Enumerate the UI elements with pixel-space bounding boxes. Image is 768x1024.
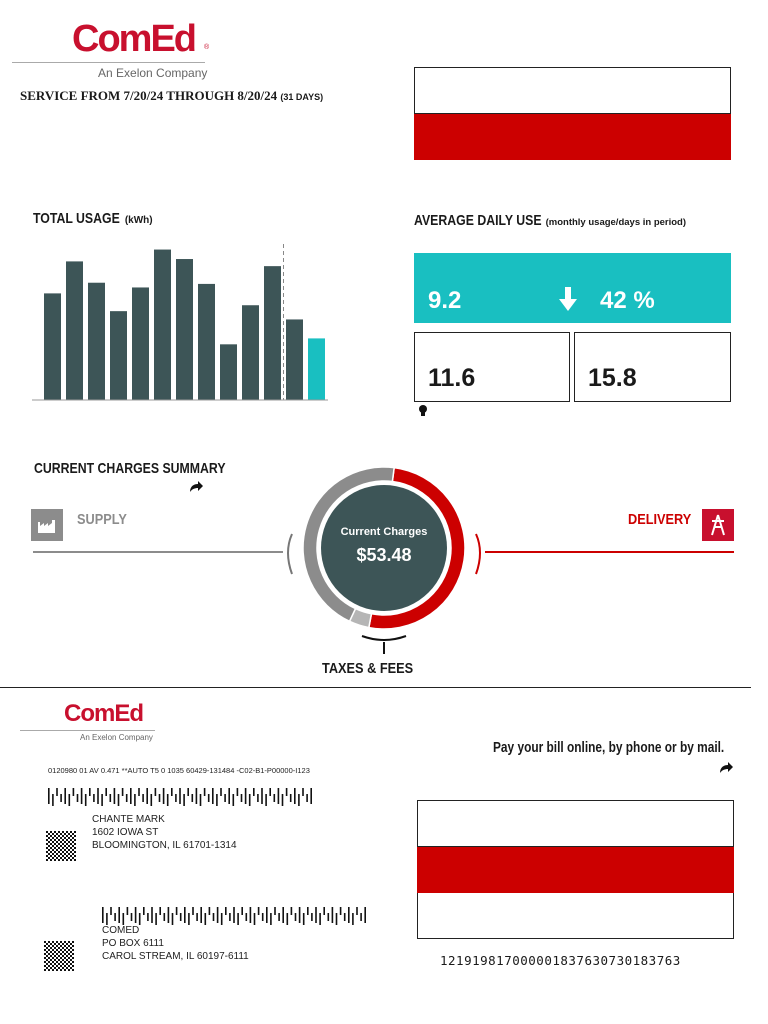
- usage-bars: [44, 250, 325, 400]
- service-period-text: SERVICE FROM 7/20/24 THROUGH 8/20/24: [20, 88, 278, 103]
- usage-bar: [154, 250, 171, 400]
- supply-line: [33, 551, 283, 553]
- taxes-fees-label: TAXES & FEES: [322, 660, 414, 677]
- power-tower-icon: [702, 509, 734, 541]
- stub-amount-due-band: [417, 847, 734, 893]
- charges-title: CURRENT CHARGES SUMMARY: [34, 460, 226, 477]
- delivery-line: [485, 551, 734, 553]
- service-period: [20, 88, 323, 104]
- logo-tagline: An Exelon Company: [98, 66, 208, 80]
- stub-logo-rule: [20, 730, 155, 731]
- service-days: (31 DAYS): [280, 92, 324, 102]
- usage-bar: [110, 311, 127, 400]
- usage-bar: [286, 319, 303, 400]
- usage-bar: [220, 344, 237, 400]
- usage-bar: [88, 283, 105, 400]
- current-charges-label: Current Charges: [340, 526, 428, 538]
- usage-bar: [66, 261, 83, 400]
- comed-logo: ComEd: [72, 18, 195, 60]
- logo-registered-mark: ®: [204, 44, 210, 51]
- postal-barcode-1: [48, 786, 318, 806]
- current-avg-value: 9.2: [428, 287, 462, 314]
- remit-address: [102, 924, 249, 963]
- stub-due-date-box: [417, 823, 734, 847]
- amount-due-band: [414, 114, 731, 160]
- amount-enclosed-box: [417, 893, 734, 939]
- usage-bar: [176, 259, 193, 400]
- stub-account-box: [417, 800, 734, 824]
- last-year-value: 15.8: [588, 364, 637, 392]
- taxes-bracket: [362, 636, 406, 654]
- usage-bar-current: [308, 338, 325, 400]
- lightbulb-icon: [417, 404, 429, 418]
- stub-logo-tagline: An Exelon Company: [80, 733, 153, 742]
- factory-icon: [31, 509, 63, 541]
- stub-share-arrow-icon[interactable]: [718, 761, 734, 775]
- current-charges-total: $53.48: [356, 545, 412, 565]
- avg-daily-title-text: AVERAGE DAILY USE: [414, 212, 542, 229]
- delivery-bracket: [476, 534, 480, 574]
- change-percent: 42 %: [600, 287, 655, 314]
- usage-bar: [264, 266, 281, 400]
- last-month-value: 11.6: [428, 364, 476, 392]
- customer-street: 1602 IOWA ST: [92, 827, 159, 838]
- remit-box: PO BOX 6111: [102, 938, 164, 949]
- supply-bracket: [288, 534, 292, 574]
- stub-divider: [0, 687, 751, 688]
- down-arrow-icon: [558, 285, 578, 313]
- due-date-box: [414, 90, 731, 114]
- customer-address: [92, 813, 237, 852]
- usage-bar: [44, 293, 61, 400]
- usage-bar: [198, 284, 215, 400]
- pay-text: Pay your bill online, by phone or by mail.: [493, 740, 725, 756]
- remit-name: COMED: [102, 925, 140, 936]
- qr-code-1: [46, 831, 76, 861]
- customer-name: CHANTE MARK: [92, 814, 165, 825]
- usage-title: [33, 210, 153, 228]
- delivery-label: DELIVERY: [628, 511, 692, 528]
- avg-daily-title: [414, 212, 686, 230]
- supply-label: SUPPLY: [77, 511, 127, 528]
- stub-comed-logo: ComEd: [64, 700, 143, 727]
- logo-rule: [12, 62, 205, 63]
- share-arrow-icon[interactable]: [188, 480, 204, 494]
- usage-bar-chart: [30, 240, 330, 406]
- usage-bar: [132, 287, 149, 400]
- ocr-scanline: 121919817000001837630730183763: [440, 953, 681, 968]
- usage-title-text: TOTAL USAGE: [33, 210, 120, 227]
- account-line: 0120980 01 AV 0.471 **AUTO T5 0 1035 60429-131484 -C02-B1-P00000-I123: [48, 766, 310, 775]
- qr-code-2: [44, 941, 74, 971]
- usage-bar: [242, 305, 259, 400]
- usage-unit: (kWh): [124, 215, 153, 226]
- customer-city: BLOOMINGTON, IL 61701-1314: [92, 840, 237, 851]
- postal-barcode-2: [102, 905, 372, 925]
- avg-daily-subtitle: (monthly usage/days in period): [545, 217, 687, 228]
- remit-city: CAROL STREAM, IL 60197-6111: [102, 951, 249, 962]
- account-number-box: [414, 67, 731, 91]
